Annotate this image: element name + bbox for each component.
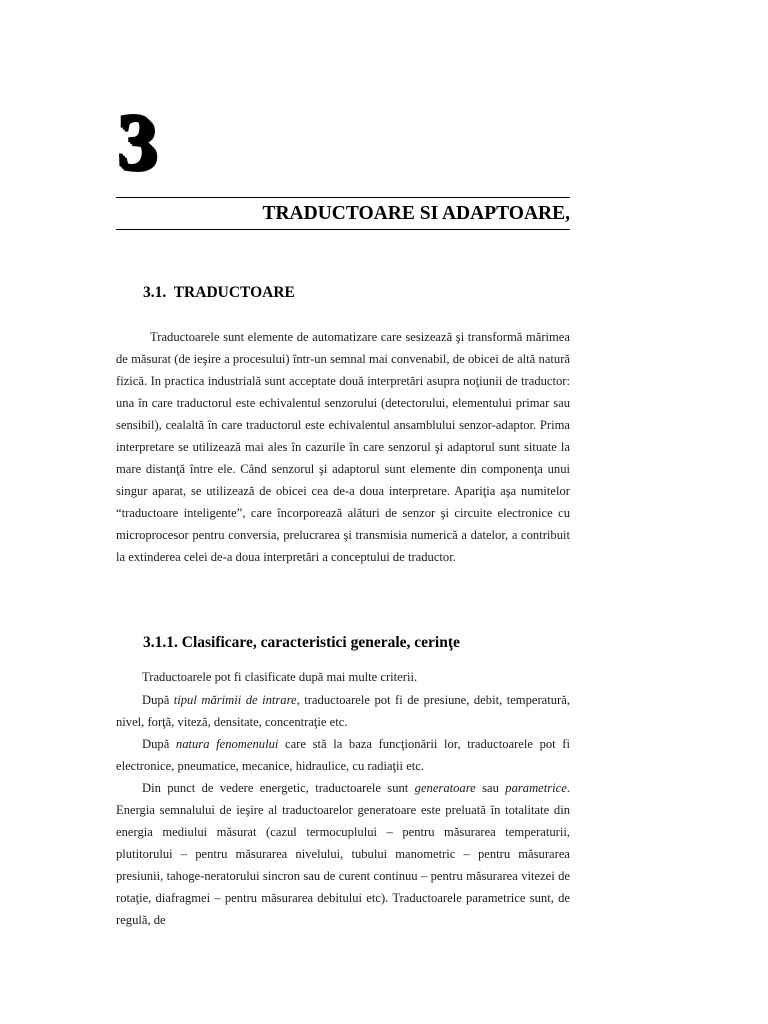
emphasis-text: generatoare bbox=[414, 781, 476, 795]
paragraph-text: Din punct de vedere energetic, traductoarele sunt bbox=[142, 781, 415, 795]
paragraph-text: care stă la baza funcţionării lor, traductoarele pot fi electronice, pneumatice, mecanice, hidraulice, cu radiaţii etc. bbox=[116, 737, 570, 773]
paragraph-energy bbox=[116, 777, 570, 931]
paragraph-text: sau bbox=[475, 781, 506, 795]
emphasis-text: parametrice bbox=[505, 781, 567, 795]
emphasis-text: natura fenomenului bbox=[175, 737, 279, 751]
paragraph-text: După bbox=[142, 737, 176, 751]
subsection-heading: 3.1.1. Clasificare, caracteristici generale, cerinţe bbox=[143, 634, 460, 651]
paragraph-input-type bbox=[116, 689, 570, 733]
chapter-rule-bottom bbox=[116, 229, 570, 230]
paragraph-text: După bbox=[142, 693, 174, 707]
emphasis-text: tipul mărimii de intrare bbox=[173, 693, 297, 707]
paragraph-intro: Traductoarele pot fi clasificate după mai multe criterii. bbox=[142, 670, 418, 684]
paragraph-text: , traductoarele pot fi de presiune, debit, temperatură, nivel, forţă, viteză, densitate, concentraţie etc. bbox=[116, 693, 570, 729]
chapter-number: 3 bbox=[116, 97, 156, 185]
section-paragraph: Traductoarele sunt elemente de automatizare care sesizează şi transformă mărimea de măsurat (de ieşire a procesului) într-un semnal mai convenabil, de obicei de altă natură fizică. In practica industrială sunt acceptate două interpretări asupra noţiunii de traductor: una în care traductorul este echivalentul senzorului (detectorului, elementului primar sau sensibil), cealaltă în care traductorul este echivalentul ansamblului senzor-adaptor. Prima interpretare se utilizează mai ales în cazurile în care senzorul şi adaptorul sunt situate la mare distanţă între ele. Când senzorul şi adaptorul sunt elemente din componenţa unui singur aparat, se utilizează de obicei cea de-a doua interpretare. Apariţia aşa numitelor “traductoare inteligente”, care încorporează alături de senzor şi circuite electronice cu microprocesor pentru conversia, prelucrarea şi transmisia numerică a datelor, a contribuit la extinderea celei de-a doua interpretări a conceptului de traductor. bbox=[116, 330, 570, 564]
paragraph-nature bbox=[116, 733, 570, 777]
chapter-rule-top bbox=[116, 197, 570, 198]
section-heading: 3.1. TRADUCTOARE bbox=[143, 284, 295, 301]
chapter-title: TRADUCTOARE SI ADAPTOARE, bbox=[262, 203, 570, 224]
paragraph-text: . Energia semnalului de ieşire al traductoarelor generatoare este preluată în totalitate din energia mediului măsurat (cazul termocuplului – pentru măsurarea temperaturii, plutitorului – pentru măsurarea nivelului, tubului manometric – pentru măsurarea presiunii, tahoge-neratorului sincron sau de curent continuu – pentru măsurarea vitezei de rotaţie, diafragmei – pentru măsurarea debitului etc). Traductoarele parametrice sunt, de regulă, de bbox=[116, 781, 570, 927]
